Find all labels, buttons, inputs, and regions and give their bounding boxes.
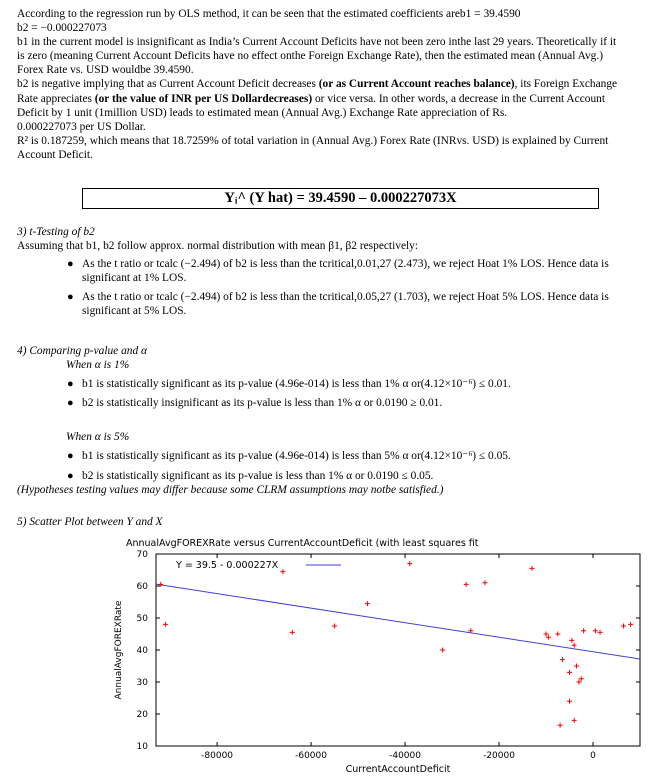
p-1pct-b2: b2 is statistically insignificant as its p-value is less than 1% α or 0.0190 ≥ 0.01. <box>82 397 443 410</box>
b2-line-2-a: Rate appreciates <box>17 92 95 105</box>
data-point <box>560 657 565 662</box>
data-point <box>365 601 370 606</box>
regression-equation-box: Yᵢ^ (Y hat) = 39.4590 – 0.000227073X <box>82 188 599 209</box>
data-point <box>572 643 577 648</box>
b2-line-1 <box>17 77 647 91</box>
bullet-icon: ● <box>67 258 74 271</box>
data-point <box>567 670 572 675</box>
section-5-heading: 5) Scatter Plot between Y and X <box>17 516 163 528</box>
data-point <box>574 664 579 669</box>
data-point <box>579 676 584 681</box>
r2-line-2: Account Deficit. <box>17 148 93 161</box>
b1-line-2: is zero (meaning Current Account Deficits have no effect onthe Foreign Exchange Rate), then the estimated mean (Annual Avg.) <box>17 50 603 63</box>
list-item <box>67 377 647 391</box>
b2-line-2-bold: (or the value of INR per US Dollardecreases) <box>94 92 313 105</box>
p-value-5pct-list <box>67 449 647 482</box>
list-item <box>67 396 647 410</box>
section-t-testing <box>17 225 647 319</box>
list-item <box>67 257 647 285</box>
t-test-1pct-line-1: As the t ratio or tcalc (−2.494) of b2 is less than the tcritical,0.01,27 (2.473), we reject Hoat 1% LOS. Hence data is <box>82 258 609 271</box>
b1-line-1: b1 in the current model is insignificant as India’s Current Account Deficits have not been zero inthe last 29 years. Theoretically if it <box>17 36 617 49</box>
list-item <box>67 449 647 463</box>
regression-interpretation <box>17 7 647 162</box>
b2-line-1-bold: (or as Current Account reaches balance) <box>318 78 515 91</box>
t-test-5pct-line-2: significant at 5% LOS. <box>82 305 187 318</box>
y-axis-label: AnnualAvgFOREXRate <box>114 600 124 700</box>
t-test-1pct-line-2: significant at 1% LOS. <box>82 272 187 285</box>
y-tick-label: 50 <box>136 614 148 624</box>
data-point <box>546 635 551 640</box>
r2-line-1: R² is 0.187259, which means that 18.7259% of total variation in (Annual Avg.) Forex Rate (INRvs. USD) is explained by Current <box>17 134 609 147</box>
p-value-1pct-list <box>67 377 647 410</box>
x-tick-label: -20000 <box>483 751 515 761</box>
b2-line-1-a: b2 is negative implying that as Current Account Deficit decreases <box>17 78 319 91</box>
data-point <box>555 632 560 637</box>
y-tick-label: 10 <box>136 742 148 752</box>
list-item <box>67 469 647 483</box>
x-tick-label: 0 <box>590 751 596 761</box>
list-item <box>67 290 647 318</box>
b2-line-4: 0.000227073 per US Dollar. <box>17 120 146 133</box>
coef-intro-line: According to the regression run by OLS method, it can be seen that the estimated coefficients areb1 = 39.4590 <box>17 8 521 20</box>
y-tick-label: 20 <box>136 710 148 720</box>
legend-label: Y = 39.5 - 0.000227X <box>176 560 279 571</box>
fit-line <box>156 584 640 659</box>
data-point <box>407 561 412 566</box>
when-5pct-label: When α is 5% <box>66 431 130 444</box>
data-point <box>482 580 487 585</box>
x-tick-label: -80000 <box>201 751 234 761</box>
data-point <box>628 622 633 627</box>
x-tick-label: -60000 <box>295 751 328 761</box>
section-scatter <box>17 515 647 529</box>
section-p-value <box>17 344 647 497</box>
scatter-svg <box>114 534 658 778</box>
data-point <box>576 680 581 685</box>
b2-line-2 <box>17 92 647 106</box>
data-point <box>572 718 577 723</box>
data-point <box>569 638 574 643</box>
scatter-chart <box>114 534 658 778</box>
bullet-icon: ● <box>67 397 74 410</box>
chart-title: AnnualAvgFOREXRate versus CurrentAccountDeficit (with least squares fit <box>126 538 479 549</box>
y-tick-label: 60 <box>136 582 148 592</box>
data-point <box>598 630 603 635</box>
bullet-icon: ● <box>67 378 74 391</box>
bullet-icon: ● <box>67 469 74 482</box>
when-1pct-label: When α is 1% <box>66 359 130 372</box>
data-point <box>567 699 572 704</box>
y-tick-label: 30 <box>136 678 148 688</box>
data-point <box>621 624 626 629</box>
p-5pct-b1: b1 is statistically significant as its p-value (4.96e-014) is less than 5% α or(4.12×10⁻⁶) ≤ 0.05. <box>82 450 511 463</box>
b2-line-1-c: , its Foreign Exchange <box>514 78 618 91</box>
data-point <box>332 624 337 629</box>
x-tick-label: -40000 <box>389 751 421 761</box>
data-point <box>464 582 469 587</box>
assumption-note: (Hypotheses testing values may differ because some CLRM assumptions may notbe satisfied.) <box>17 483 444 496</box>
y-tick-label: 70 <box>136 550 148 560</box>
y-tick-label: 40 <box>136 646 148 656</box>
section-4-heading: 4) Comparing p-value and α <box>17 345 147 357</box>
plot-frame <box>156 554 640 746</box>
data-point <box>440 648 445 653</box>
data-point <box>163 622 168 627</box>
b2-value-line: b2 = −0.000227073 <box>17 22 107 35</box>
data-point <box>280 569 285 574</box>
t-test-list <box>67 257 647 318</box>
data-point <box>593 628 598 633</box>
p-5pct-b2: b2 is statistically significant as its p-value is less than 1% α or 0.0190 ≤ 0.05. <box>82 469 434 482</box>
b1-line-3: Forex Rate vs. USD wouldbe 39.4590. <box>17 64 194 77</box>
b2-line-3: Deficit by 1 unit (1million USD) leads to estimated mean (Annual Avg.) Exchange Rate appreciation of Rs. <box>17 106 508 119</box>
data-point <box>558 723 563 728</box>
data-point <box>290 630 295 635</box>
data-point <box>581 628 586 633</box>
x-axis-label: CurrentAccountDeficit <box>345 764 451 775</box>
p-1pct-b1: b1 is statistically significant as its p-value (4.96e-014) is less than 1% α or(4.12×10⁻⁶) ≤ 0.01. <box>82 378 511 391</box>
t-test-5pct-line-1: As the t ratio or tcalc (−2.494) of b2 is less than the tcritical,0.05,27 (1.703), we reject Hoat 5% LOS. Hence data is <box>82 291 609 304</box>
data-point <box>544 632 549 637</box>
section-3-intro: Assuming that b1, b2 follow approx. normal distribution with mean β1, β2 respectively: <box>17 240 419 253</box>
bullet-icon: ● <box>67 450 74 463</box>
bullet-icon: ● <box>67 291 74 304</box>
section-3-heading: 3) t-Testing of b2 <box>17 226 95 238</box>
b2-line-2-c: or vice versa. In other words, a decrease in the Current Account <box>312 92 606 105</box>
data-point <box>529 566 534 571</box>
